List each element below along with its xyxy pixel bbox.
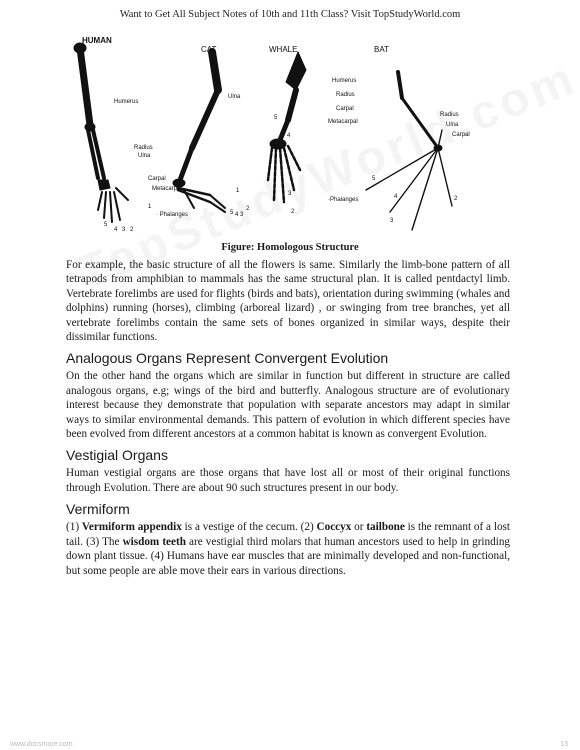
- label-bat: BAT: [374, 45, 389, 54]
- label-human: HUMAN: [82, 36, 112, 45]
- label-cat-ulna: Ulna: [228, 94, 241, 100]
- label-bat-digit-2: 2: [454, 196, 458, 202]
- label-whale-carpal: Carpal: [336, 106, 354, 112]
- analogous-paragraph: On the other hand the organs which are similar in function but different in structure are called analogous organs, e.g; wings of the bird and butterfly. Analogous structure are of evolutionary interest because they demonstrate that population with separate ancestors may adapt in similar ways to similar environmental demands. This pattern of evolution in which different species have been evolved from different ancestors at a common habitat is known as convergent Evolution.: [66, 370, 510, 441]
- vestigial-paragraph: Human vestigial organs are those organs that have lost all or most of their original functions through Evolution. There are about 90 such structures present in our body.: [66, 467, 510, 494]
- analogous-heading: Analogous Organs Represent Convergent Evolution: [66, 350, 389, 367]
- label-human-phalanges: · Phalanges: [156, 212, 189, 218]
- human-forelimb: [74, 43, 128, 222]
- term-wisdom-teeth: wisdom teeth: [122, 535, 186, 548]
- vermiform-text-2: is a vestige of the cecum. (2): [181, 521, 317, 534]
- intro-paragraph: For example, the basic structure of all the flowers is same. Similarly the limb-bone pattern of all tetrapods from amphibian to mammals has the same structural plan. It is called pentdactyl limb. Vertebrate forelimbs are used for flights (birds and bats), orientation during swimming (whales and dolphins) running (horses), climbing (arboreal lizard) , or swinging from tree branches, yet all vertebrate forelimbs contain the same sets of bones organized in similar ways, despite their dissimilar functions.: [66, 259, 510, 344]
- label-human-humerus: Humerus: [114, 99, 139, 105]
- term-tailbone: tailbone: [366, 521, 405, 534]
- label-human-digit-4: 4: [114, 227, 118, 233]
- label-bat-digit-3: 3: [390, 218, 394, 224]
- label-cat-digit-1: 1: [236, 188, 240, 194]
- label-cat-digit-3: 3: [240, 212, 244, 218]
- label-whale-metacarpal: Metacarpal: [328, 119, 358, 125]
- figure-caption: Figure: Homologous Structure: [221, 242, 359, 253]
- label-whale-humerus: Humerus: [332, 78, 357, 84]
- footer-source: www.docsmore.com: [10, 741, 73, 748]
- limb-diagram: [60, 30, 520, 240]
- label-human-radius: Radius: [134, 145, 153, 151]
- homologous-structure-figure: [60, 30, 520, 240]
- label-bat-digit-4: 4: [394, 194, 398, 200]
- label-bat-carpal: Carpal: [452, 132, 470, 138]
- label-whale: WHALE: [269, 45, 298, 54]
- label-whale-phalanges: ·Phalanges: [328, 197, 359, 203]
- label-whale-digit-3: 3: [288, 191, 292, 197]
- label-bat-radius: Radius: [440, 112, 459, 118]
- vermiform-text-4: is the remnant of a lost tail. (3) The: [66, 521, 511, 548]
- vermiform-paragraph: [66, 520, 510, 578]
- term-vermiform-appendix: Vermiform appendix: [81, 521, 182, 534]
- label-cat-digit-2: 2: [246, 206, 250, 212]
- vestigial-heading: Vestigial Organs: [66, 447, 168, 464]
- page-header: Want to Get All Subject Notes of 10th and 11th Class? Visit TopStudyWorld.com: [119, 9, 461, 20]
- label-human-ulna: Ulna: [138, 153, 151, 159]
- label-cat: CAT: [201, 45, 217, 54]
- label-human-digit-5: 5: [104, 222, 108, 228]
- label-human-metacarpal: Metacarpal: [152, 186, 182, 192]
- label-whale-digit-2: 2: [291, 209, 295, 215]
- label-bat-ulna: Ulna: [446, 122, 459, 128]
- label-cat-digit-4: 4: [235, 212, 239, 218]
- label-human-digit-2: 2: [130, 227, 134, 233]
- vermiform-text-3: or: [351, 521, 367, 534]
- label-whale-digit-4: 4: [287, 133, 291, 139]
- vermiform-text-1: (1): [66, 521, 82, 534]
- label-whale-radius: Radius: [336, 92, 355, 98]
- term-coccyx: Coccyx: [316, 521, 352, 534]
- page-content: [66, 258, 510, 578]
- page-number: 13: [560, 741, 568, 748]
- label-human-digit-3: 3: [122, 227, 126, 233]
- label-whale-digit-5: 5: [274, 115, 278, 121]
- vermiform-text-5: are vestigial third molars that human ancestors used to help in grinding down plant tissue. (4) Humans have ear muscles that are minimally developed and non-functional, but some people are able move their ears in various directions.: [66, 535, 511, 577]
- label-cat-digit-5: 5: [230, 210, 234, 216]
- label-bat-digit-5: 5: [372, 176, 376, 182]
- whale-flipper: [268, 52, 306, 202]
- vermiform-heading: Vermiform: [66, 501, 130, 518]
- bat-wing: [366, 72, 452, 230]
- label-human-carpal: Carpal: [148, 176, 166, 182]
- label-human-digit-1: 1: [148, 204, 152, 210]
